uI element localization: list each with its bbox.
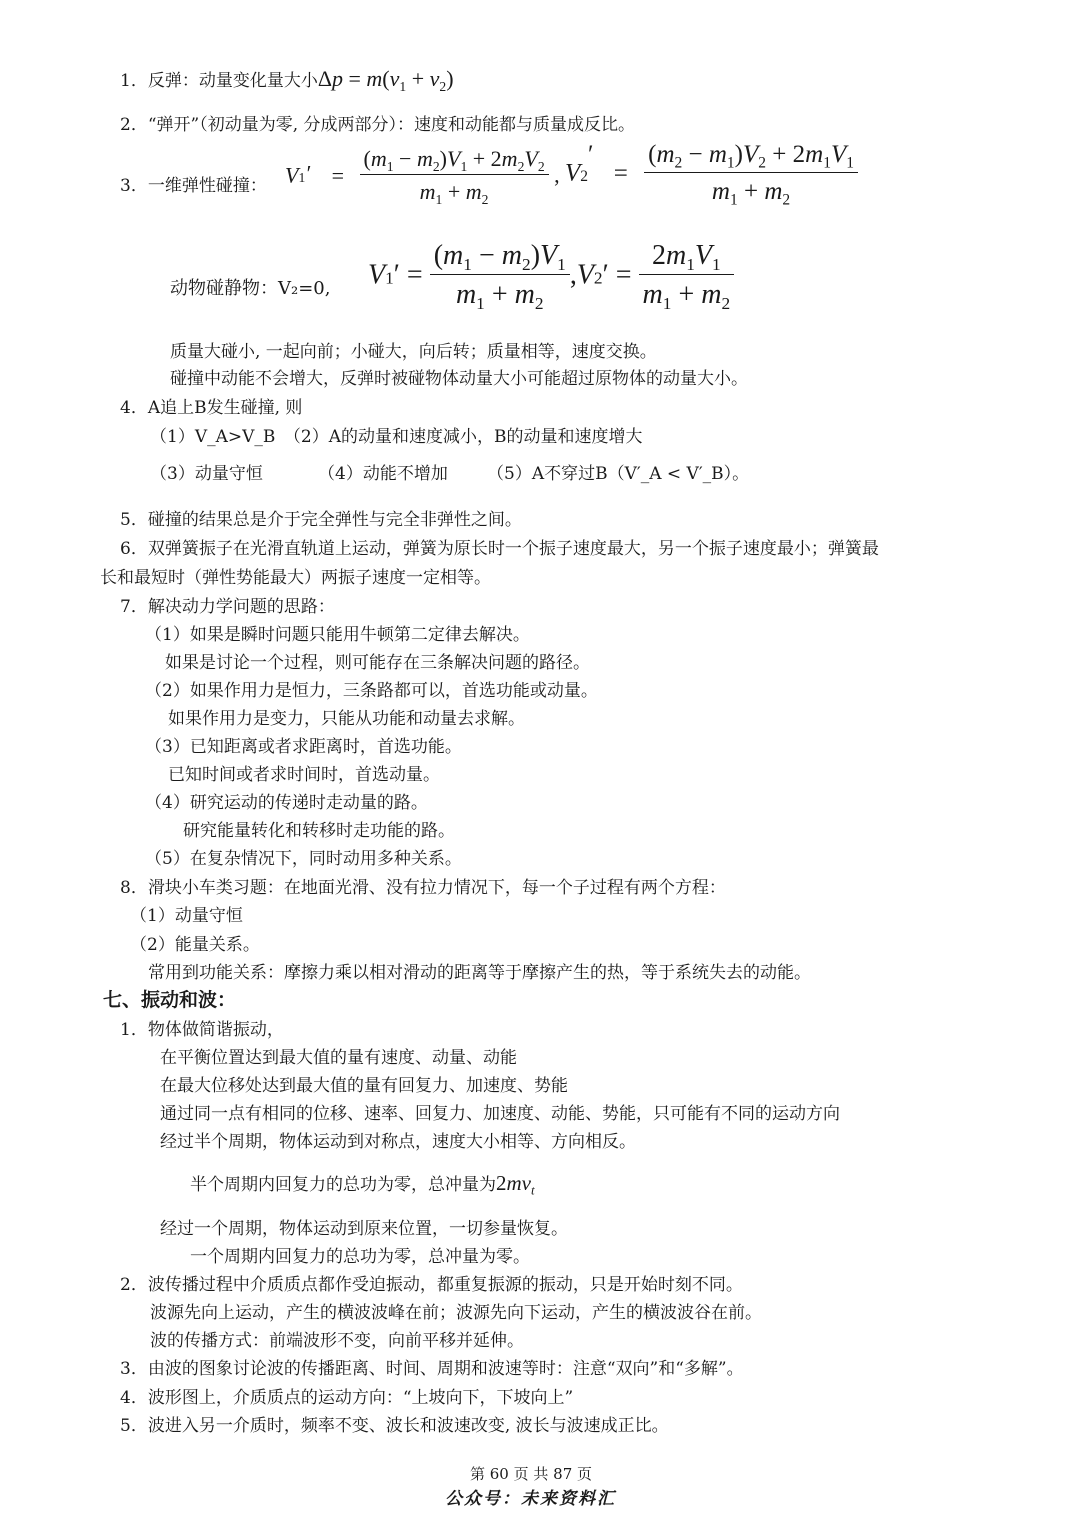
item-7-3b: 已知时间或者求时间时，首选动量。: [168, 765, 440, 785]
item-7-1b: 如果是讨论一个过程，则可能存在三条解决问题的路径。: [165, 653, 590, 673]
item-7-2a: （2）如果作用力是恒力，三条路都可以，首选功能或动量。: [145, 681, 598, 701]
item-5: 5．碰撞的结果总是介于完全弹性与完全非弹性之间。: [120, 510, 522, 530]
item-7-5: （5）在复杂情况下，同时动用多种关系。: [145, 849, 462, 869]
item-7-3a: （3）已知距离或者求距离时，首选功能。: [145, 737, 462, 757]
section-7-item-1e-text: 半个周期内回复力的总功为零，总冲量为: [190, 1175, 496, 1195]
item-7-4a: （4）研究运动的传递时走动量的路。: [145, 793, 428, 813]
section-7-item-5: 5．波进入另一介质时，频率不变、波长和波速改变, 波长与波速成正比。: [120, 1416, 669, 1436]
item-3-label: 3．一维弹性碰撞：: [120, 176, 267, 196]
item-4: 4．A追上B发生碰撞, 则: [120, 398, 303, 418]
section-7-heading: 七、振动和波：: [103, 989, 237, 1011]
item-3-static-formula: $V_1'$ = $\frac{(m_1 - m_2)V_1}{m_1 + m_2}$ $,V_2'$ = $\frac{2m_1V_1}{m_1 + m_2}$: [368, 238, 734, 313]
item-1-formula: $\Delta p = m(v_1 + v_2)$: [317, 66, 454, 94]
section-7-item-1f: 经过一个周期，物体运动到原来位置，一切参量恢复。: [160, 1219, 568, 1239]
item-3-note-2: 碰撞中动能不会增大，反弹时被碰物体动量大小可能超过原物体的动量大小。: [170, 369, 748, 389]
item-1-text: 1．反弹：动量变化量大小: [120, 71, 318, 91]
section-7-item-2c: 波的传播方式：前端波形不变，向前平移并延伸。: [150, 1331, 524, 1351]
section-7-item-2a: 2．波传播过程中介质质点都作受迫振动，都重复振源的振动，只是开始时刻不同。: [120, 1275, 743, 1295]
item-7-1a: （1）如果是瞬时问题只能用牛顿第二定律去解决。: [145, 625, 530, 645]
item-8-3: 常用到功能关系：摩擦力乘以相对滑动的距离等于摩擦产生的热，等于系统失去的动能。: [148, 963, 811, 983]
section-7-item-3: 3．由波的图象讨论波的传播距离、时间、周期和波速等时：注意“双向”和“多解”。: [120, 1359, 744, 1379]
item-6-line-1: 6．双弹簧振子在光滑直轨道上运动，弹簧为原长时一个振子速度最大，另一个振子速度最小；弹簧最: [120, 539, 879, 559]
item-4-line-2c: （5）A不穿过B（V′_A < V′_B）。: [487, 464, 750, 484]
section-7-item-1b: 在最大位移处达到最大值的量有回复力、加速度、势能: [160, 1076, 568, 1096]
item-3-formula-2: $V_2'$ = $\frac{(m_2 - m_1)V_2 + 2m_1V_1}{m_1 + m_2}$: [565, 138, 858, 209]
item-6-line-2: 长和最短时（弹性势能最大）两振子速度一定相等。: [100, 568, 491, 588]
item-3-formula-1: $V_1'$ = $\frac{(m_1 - m_2)V_1 + 2m_2V_2}{m_1 + m_2}$ ,: [285, 146, 560, 207]
item-3-static-label: 动物碰静物：V₂=0,: [170, 278, 331, 299]
page-number: 第 60 页 共 87 页: [470, 1465, 593, 1483]
section-7-item-1e-formula: $2mv_t$: [496, 1171, 535, 1198]
item-1: [120, 67, 454, 93]
section-7-item-4: 4．波形图上，介质质点的运动方向：“上坡向下，下坡向上”: [120, 1388, 574, 1408]
item-3-note-1: 质量大碰小, 一起向前；小碰大，向后转；质量相等，速度交换。: [170, 342, 657, 362]
item-4-line-1: （1）V_A>V_B （2）A的动量和速度减小，B的动量和速度增大: [150, 427, 643, 447]
item-7: 7．解决动力学问题的思路：: [120, 597, 335, 617]
item-8-2: （2）能量关系。: [130, 935, 260, 955]
section-7-item-1e: [190, 1171, 535, 1197]
item-7-4b: 研究能量转化和转移时走功能的路。: [183, 821, 455, 841]
item-8: 8．滑块小车类习题：在地面光滑、没有拉力情况下，每一个子过程有两个方程：: [120, 878, 726, 898]
section-7-item-1a: 在平衡位置达到最大值的量有速度、动量、动能: [160, 1048, 517, 1068]
section-7-item-1: 1．物体做简谐振动，: [120, 1020, 284, 1040]
item-8-1: （1）动量守恒: [130, 906, 243, 926]
item-4-line-2b: （4）动能不增加: [318, 464, 448, 484]
item-2: 2．“弹开”（初动量为零, 分成两部分）：速度和动能都与质量成反比。: [120, 115, 636, 135]
section-7-item-1g: 一个周期内回复力的总功为零，总冲量为零。: [190, 1247, 530, 1267]
section-7-item-1d: 经过半个周期，物体运动到对称点，速度大小相等、方向相反。: [160, 1132, 636, 1152]
item-7-2b: 如果作用力是变力，只能从功能和动量去求解。: [168, 709, 525, 729]
section-7-item-2b: 波源先向上运动，产生的横波波峰在前；波源先向下运动，产生的横波波谷在前。: [150, 1303, 762, 1323]
item-4-line-2a: （3）动量守恒: [150, 464, 263, 484]
watermark: 公众号：未来资料汇: [445, 1489, 616, 1509]
section-7-item-1c: 通过同一点有相同的位移、速率、回复力、加速度、动能、势能，只可能有不同的运动方向: [160, 1104, 840, 1124]
